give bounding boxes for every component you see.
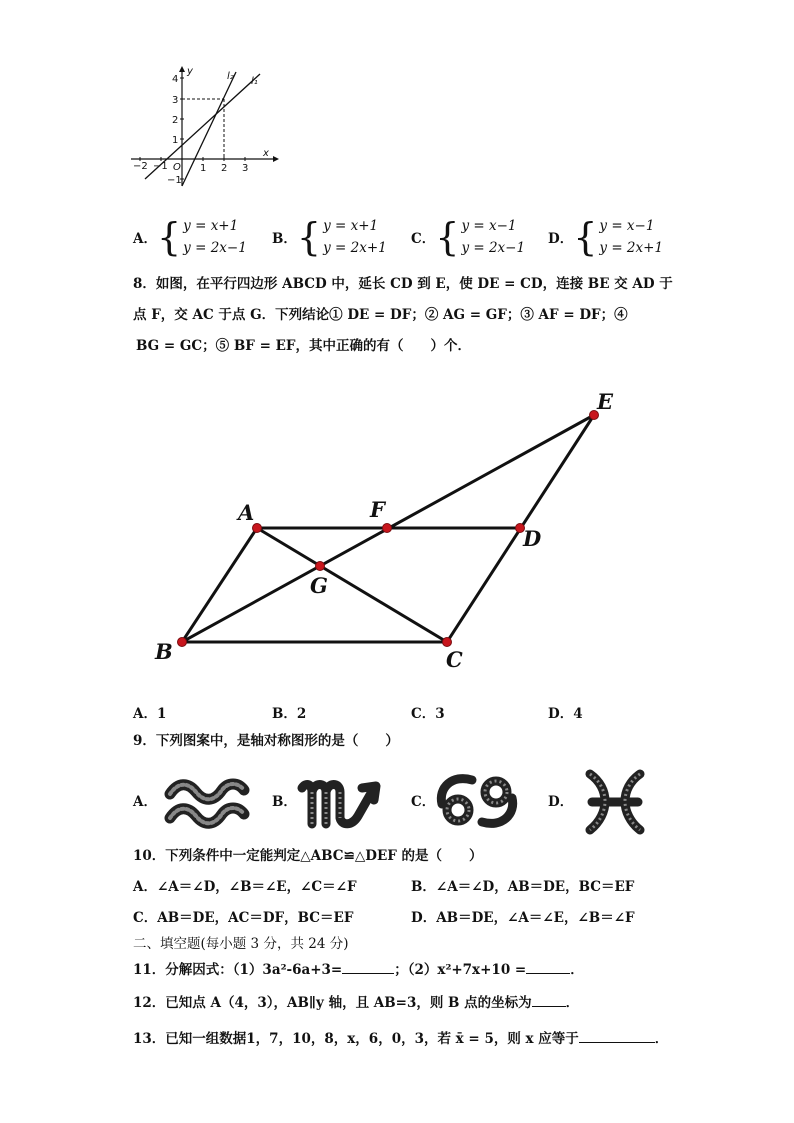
q9-option-d-label[interactable]: D． bbox=[548, 794, 574, 810]
label-e: E bbox=[597, 389, 614, 414]
coordinate-graph bbox=[125, 62, 285, 192]
q13: 13．已知一组数据1，7，10，8，x，6，0，3，若 x̄ = 5，则 x 应等于 ． bbox=[133, 1031, 669, 1047]
y-tick: 1 bbox=[172, 135, 179, 146]
label-g: G bbox=[310, 573, 328, 598]
label-b: B bbox=[155, 639, 173, 664]
x-tick: 1 bbox=[200, 163, 207, 174]
q8-stem-line3: BG = GC；⑤ BF = EF，其中正确的有（ ）个． bbox=[136, 338, 471, 354]
label-c: C bbox=[446, 647, 463, 672]
q9-stem: 9．下列图案中，是轴对称图形的是（ ） bbox=[133, 733, 399, 749]
pisces-icon bbox=[570, 766, 660, 836]
q10-option-b[interactable]: B．∠A＝∠D，AB＝DE，BC＝EF bbox=[411, 879, 635, 895]
q8-option-a[interactable]: A．1 bbox=[133, 706, 167, 722]
point-b bbox=[178, 638, 187, 647]
point-c bbox=[443, 638, 452, 647]
x-tick: −2 bbox=[133, 161, 148, 172]
q7-option-b[interactable]: B． { y = x+1 y = 2x+1 bbox=[272, 215, 387, 259]
q7-option-a[interactable]: A． { y = x+1 y = 2x−1 bbox=[133, 215, 247, 259]
x-tick: 2 bbox=[221, 163, 228, 174]
q11-blank-1[interactable] bbox=[342, 973, 394, 974]
q9-option-c-label[interactable]: C． bbox=[411, 794, 436, 810]
point-f bbox=[383, 524, 392, 533]
q8-stem-line1: 8．如图，在平行四边形 ABCD 中，延长 CD 到 E，使 DE = CD，连接 BE 交 AD 于 bbox=[133, 276, 673, 292]
parallelogram-figure bbox=[140, 385, 640, 685]
y-tick: 4 bbox=[172, 74, 179, 85]
q10-stem: 10．下列条件中一定能判定△ABC≌△DEF 的是（ ） bbox=[133, 848, 483, 864]
q11-blank-2[interactable] bbox=[526, 973, 570, 974]
q8-option-c[interactable]: C．3 bbox=[411, 706, 445, 722]
q10-option-a[interactable]: A．∠A＝∠D，∠B＝∠E，∠C＝∠F bbox=[133, 879, 357, 895]
q12-blank[interactable] bbox=[532, 1006, 566, 1007]
q13-blank[interactable] bbox=[579, 1042, 655, 1043]
l1-label: l₁ bbox=[251, 76, 258, 87]
aquarius-icon bbox=[162, 768, 252, 838]
q12: 12．已知点 A（4，3），AB∥y 轴，且 AB=3，则 B 点的坐标为 ． bbox=[133, 995, 580, 1011]
x-axis-arrow bbox=[273, 156, 279, 162]
q11: 11．分解因式：（1）3a²-6a+3= ；（2）x²+7x+10 = ． bbox=[133, 962, 584, 978]
origin-label: O bbox=[173, 162, 181, 173]
cancer-icon bbox=[432, 766, 522, 836]
x-axis-label: x bbox=[263, 148, 269, 159]
q10-option-d[interactable]: D．AB＝DE，∠A＝∠E，∠B＝∠F bbox=[411, 910, 635, 926]
segment-ab bbox=[182, 528, 257, 642]
label-f: F bbox=[370, 497, 385, 522]
x-tick: 3 bbox=[242, 163, 249, 174]
point-g bbox=[316, 562, 325, 571]
q8-option-d[interactable]: D．4 bbox=[548, 706, 583, 722]
y-tick: 2 bbox=[172, 115, 179, 126]
q8-option-b[interactable]: B．2 bbox=[272, 706, 307, 722]
x-tick: −1 bbox=[153, 161, 168, 172]
q10-option-c[interactable]: C．AB＝DE，AC＝DF，BC＝EF bbox=[133, 910, 354, 926]
section-heading: 二、填空题(每小题 3 分，共 24 分) bbox=[133, 936, 349, 952]
y-tick: 3 bbox=[172, 95, 179, 106]
q8-stem-line2: 点 F，交 AC 于点 G．下列结论① DE = DF；② AG = GF；③ AF = DF；④ bbox=[133, 307, 628, 323]
q9-option-b-label[interactable]: B． bbox=[272, 794, 297, 810]
y-axis-label: y bbox=[187, 66, 193, 77]
label-d: D bbox=[523, 526, 542, 551]
q7-option-d[interactable]: D． { y = x−1 y = 2x+1 bbox=[548, 215, 664, 259]
y-tick: −1 bbox=[167, 175, 182, 186]
label-a: A bbox=[238, 500, 255, 525]
l2-label: l₂ bbox=[227, 71, 234, 82]
scorpio-icon bbox=[296, 768, 386, 838]
q9-option-a-label[interactable]: A． bbox=[133, 794, 157, 810]
q7-option-c[interactable]: C． { y = x−1 y = 2x−1 bbox=[411, 215, 526, 259]
line-l2 bbox=[182, 72, 236, 186]
q7-graph bbox=[125, 62, 285, 192]
y-axis-arrow bbox=[179, 66, 185, 72]
